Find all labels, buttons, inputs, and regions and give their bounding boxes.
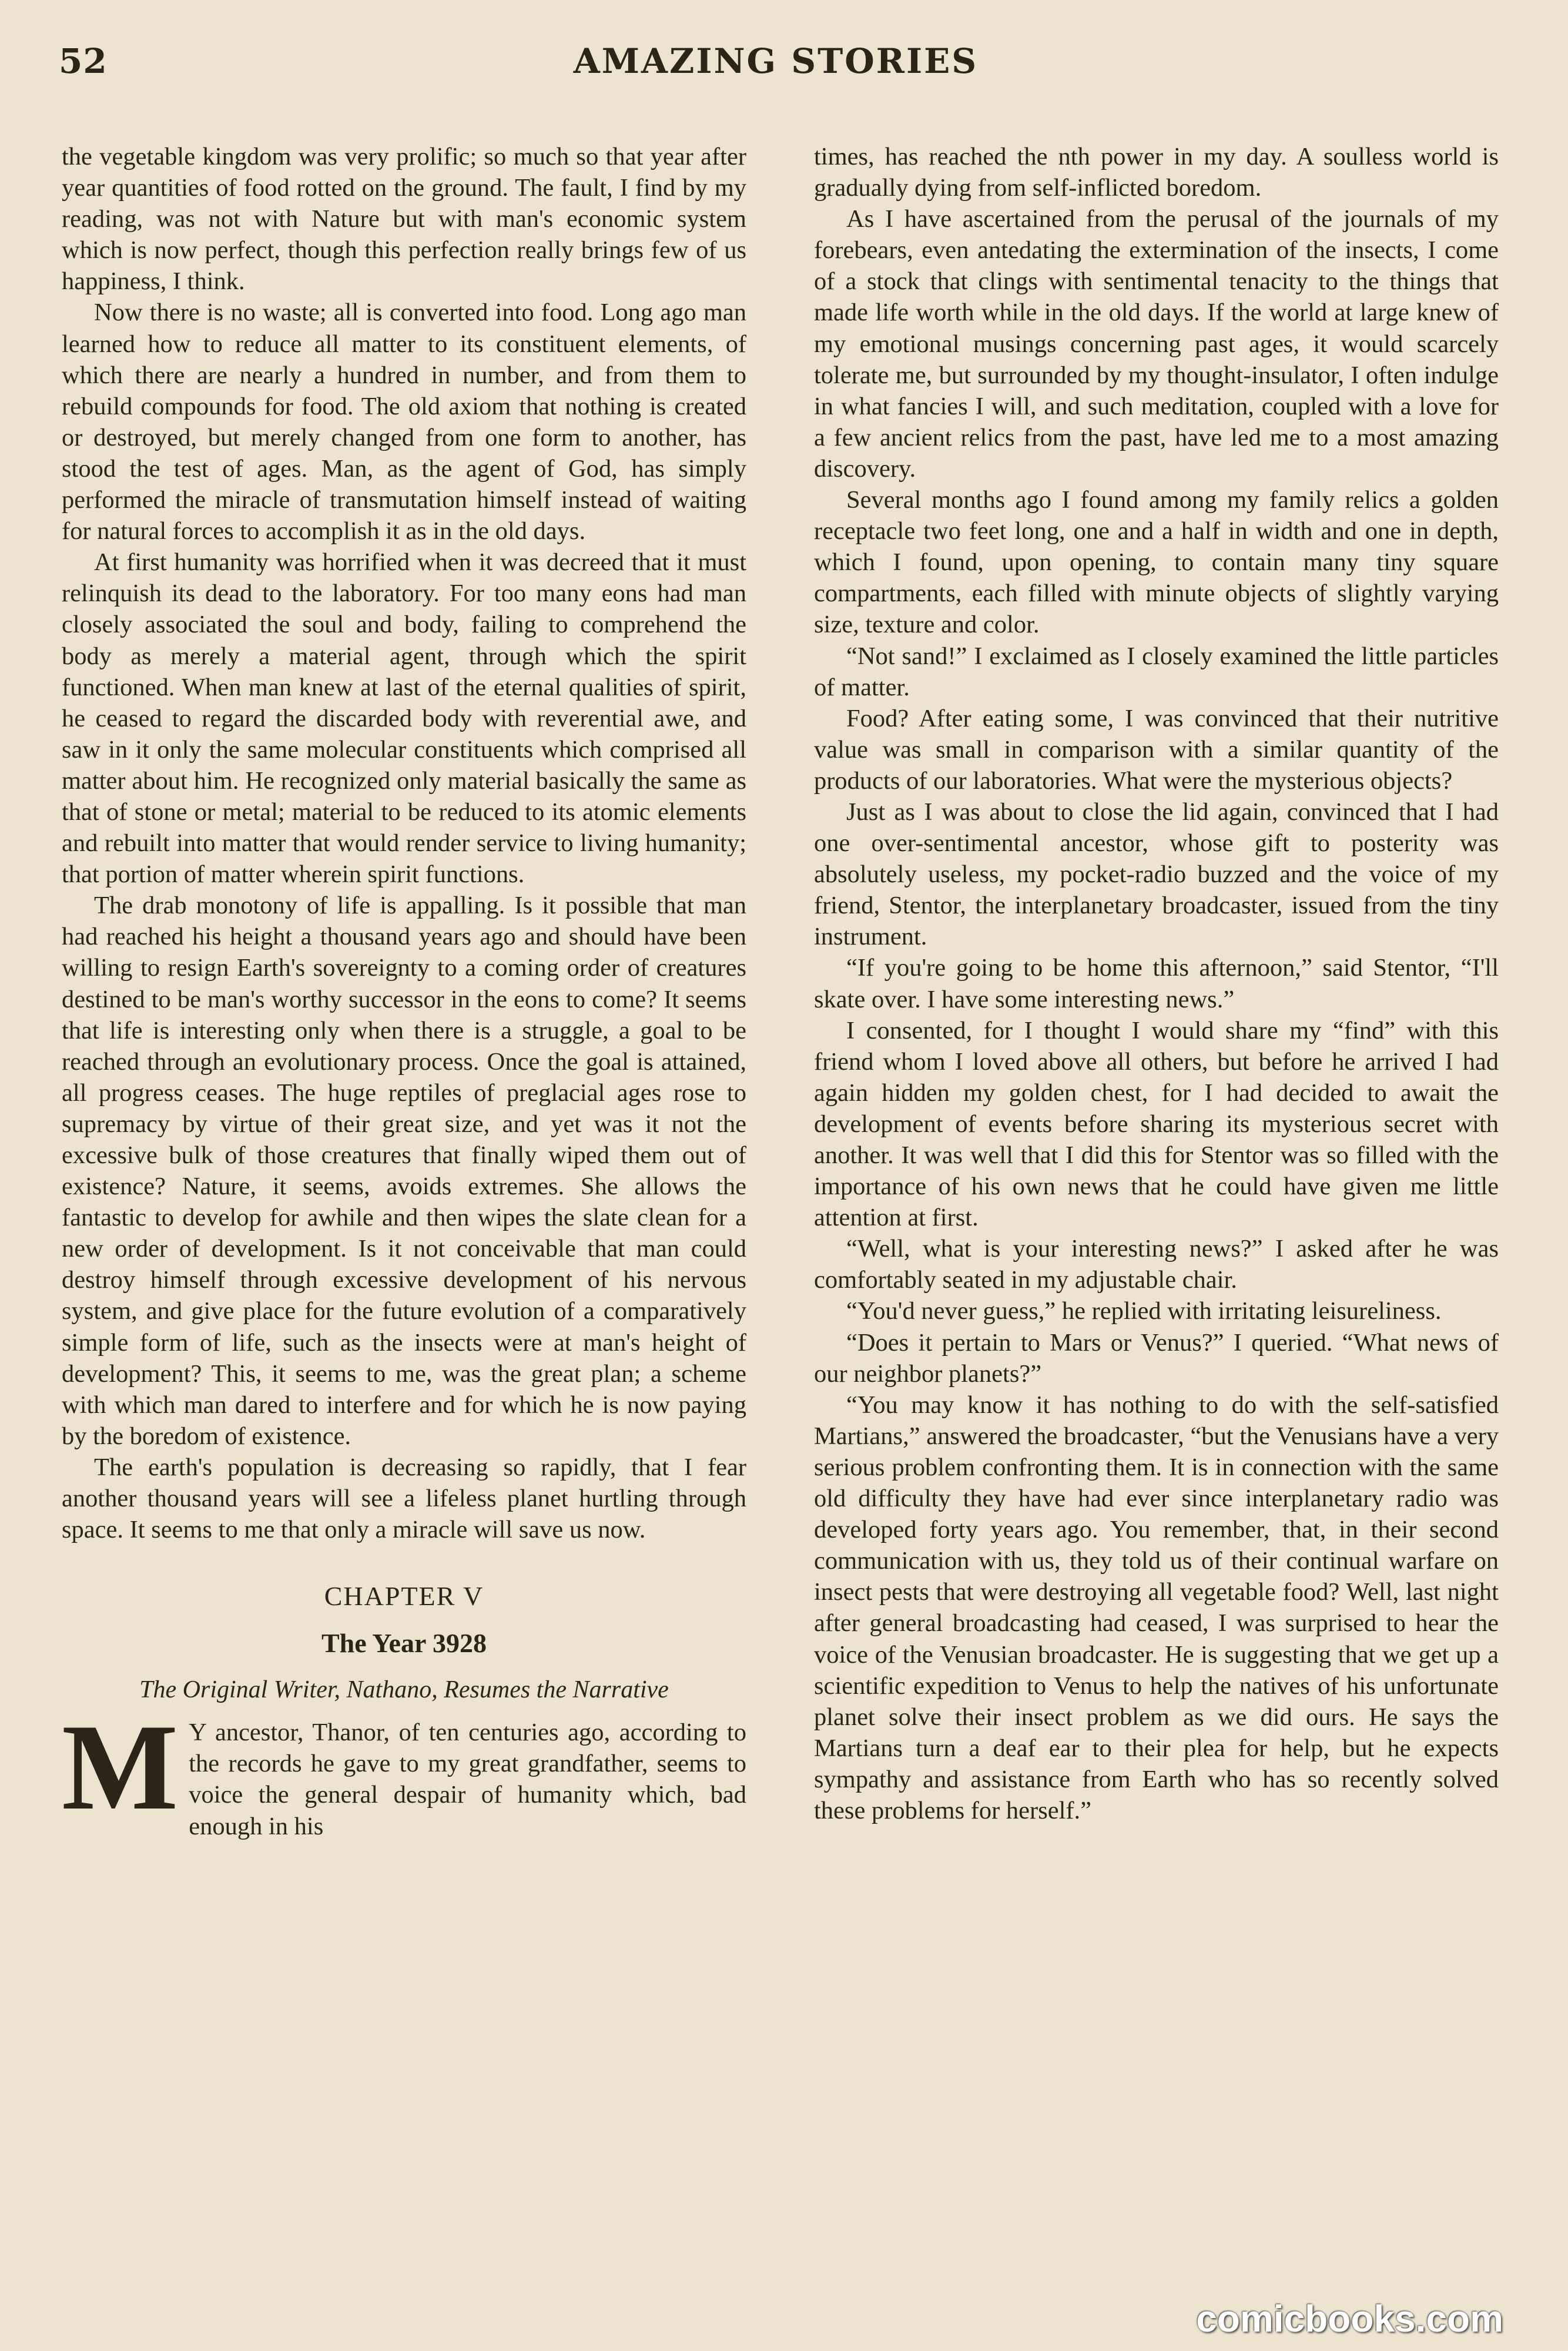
left-column bbox=[62, 141, 746, 1842]
page-number: 52 bbox=[59, 41, 108, 81]
paragraph: The drab monotony of life is appalling. Is it possible that man had reached his height a thousand years ago and should have been willing to resign Earth's sovereignty to a coming order of creatures destined to be man's worthy successor in the eons to come? It seems that life is interesting only when there is a struggle, a goal to be reached through an evolutionary process. Once the goal is attained, all progress ceases. The huge reptiles of preglacial ages rose to supremacy by virtue of their great size, and yet was it not the excessive bulk of those creatures that finally wiped them out of existence? Nature, it seems, avoids extremes. She allows the fantastic to develop for awhile and then wipes the slate clean for a new order of development. Is it not conceivable that man could destroy himself through excessive development of his nervous system, and give place for the future evolution of a comparatively simple form of life, such as the insects were at man's height of development? This, it seems to me, was the great plan; a scheme with which man dared to interfere and for which he is now paying by the boredom of existence. bbox=[62, 892, 746, 1450]
paragraph: Food? After eating some, I was convinced that their nutritive value was small in comparison with a similar quantity of the products of our laboratories. What were the mysterious objects? bbox=[814, 704, 1499, 795]
drop-cap: M bbox=[62, 1699, 179, 1836]
paragraph: times, has reached the nth power in my day. A soulless world is gradually dying from self-inflicted boredom. bbox=[814, 143, 1499, 202]
paragraph: “Does it pertain to Mars or Venus?” I queried. “What news of our neighbor planets?” bbox=[814, 1328, 1499, 1388]
paragraph bbox=[62, 1699, 746, 1841]
magazine-title: AMAZING STORIES bbox=[573, 41, 979, 81]
paragraph: “Well, what is your interesting news?” I asked after he was comfortably seated in my adjustable chair. bbox=[814, 1235, 1499, 1294]
paragraph: I consented, for I thought I would share my “find” with this friend whom I loved above all others, but before he arrived I had again hidden my golden chest, for I had decided to await the development of events before sharing its mysterious secret with another. It was well that I did this for Stentor was so filled with the importance of his own news that he could have given me little attention at first. bbox=[814, 1016, 1499, 1232]
chapter-number: CHAPTER V bbox=[324, 1581, 484, 1612]
watermark: comicbooks.com bbox=[1196, 2298, 1503, 2340]
page-header bbox=[59, 41, 1493, 94]
paragraph: “You may know it has nothing to do with the self-satisfied Martians,” answered the broadcaster, “but the Venusians have a very serious problem confronting them. It is in connection with the same old difficulty they have had ever since interplanetary radio was developed forty years ago. You remember, that, in their second communication with us, they told us of their continual warfare on insect pests that were destroying all vegetable food? Well, last night after general broadcasting had ceased, I was surprised to hear the voice of the Venusian broadcaster. He is suggesting that we get up a scientific expedition to Venus to help the natives of his unfortunate planet solve their insect problem as we did ours. He says the Martians turn a deaf ear to their plea for help, but he expects sympathy and assistance from Earth who has so recently solved these problems for herself.” bbox=[814, 1391, 1499, 1824]
paragraph: the vegetable kingdom was very prolific; so much so that year after year quantities of food rotted on the ground. The fault, I find by my reading, was not with Nature but with man's economic system which is now perfect, though this perfection really brings few of us happiness, I think. bbox=[62, 143, 746, 296]
paragraph: Now there is no waste; all is converted into food. Long ago man learned how to reduce all matter to its constituent elements, of which there are nearly a hundred in number, and from them to rebuild compounds for food. The old axiom that nothing is created or destroyed, but merely changed from one form to another, has stood the test of ages. Man, as the agent of God, has simply performed the miracle of transmutation himself instead of waiting for natural forces to accomplish it as in the old days. bbox=[62, 299, 746, 545]
paragraph-text: Y ancestor, Thanor, of ten centuries ago, according to the records he gave to my great grandfather, seems to voice the general despair of humanity which, bad enough in his bbox=[189, 1719, 746, 1840]
right-column bbox=[814, 141, 1499, 1826]
paragraph: “If you're going to be home this afternoon,” said Stentor, “I'll skate over. I have some interesting news.” bbox=[814, 954, 1499, 1013]
paragraph: As I have ascertained from the perusal of the journals of my forebears, even antedating the extermination of the insects, I come of a stock that clings with sentimental tenacity to the things that made life worth while in the old days. If the world at large knew of my emotional musings concerning past ages, it would scarcely tolerate me, but surrounded by my thought-insulator, I often indulge in what fancies I will, and such meditation, coupled with a love for a few ancient relics from the past, have led me to a most amazing discovery. bbox=[814, 205, 1499, 483]
paragraph: “Not sand!” I exclaimed as I closely examined the little particles of matter. bbox=[814, 642, 1499, 701]
chapter-subtitle: The Original Writer, Nathano, Resumes the Narrative bbox=[139, 1676, 669, 1704]
paragraph: At first humanity was horrified when it was decreed that it must relinquish its dead to the laboratory. For too many eons had man closely associated the soul and body, failing to comprehend the body as merely a material agent, through which the spirit functioned. When man knew at last of the eternal qualities of spirit, he ceased to regard the discarded body with reverential awe, and saw in it only the same molecular constituents which comprised all matter about him. He recognized only material basically the same as that of stone or metal; material to be reduced to its atomic elements and rebuilt into matter that would render service to living humanity; that portion of matter wherein spirit functions. bbox=[62, 548, 746, 889]
chapter-title: The Year 3928 bbox=[321, 1628, 487, 1659]
paragraph: Several months ago I found among my family relics a golden receptacle two feet long, one and a half in width and one in depth, which I found, upon opening, to contain many tiny square compartments, each filled with minute objects of slightly varying size, texture and color. bbox=[814, 486, 1499, 639]
chapter-header bbox=[62, 1579, 746, 1704]
paragraph: The earth's population is decreasing so rapidly, that I fear another thousand years will see a lifeless planet hurtling through space. It seems to me that only a miracle will save us now. bbox=[62, 1453, 746, 1544]
paragraph: Just as I was about to close the lid again, convinced that I had one over-sentimental ancestor, whose gift to posterity was absolutely useless, my pocket-radio buzzed and the voice of my friend, Stentor, the interplanetary broadcaster, issued from the tiny instrument. bbox=[814, 798, 1499, 951]
paragraph: “You'd never guess,” he replied with irritating leisureliness. bbox=[846, 1297, 1442, 1325]
